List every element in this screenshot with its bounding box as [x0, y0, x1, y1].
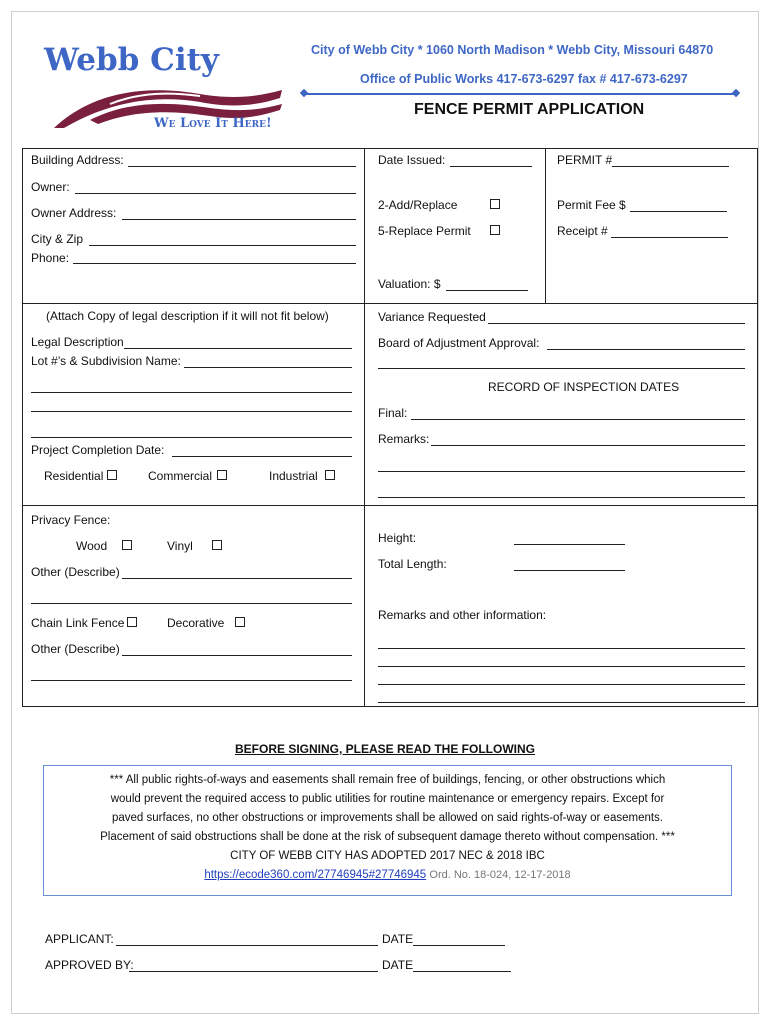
building-address-label: Building Address: [31, 153, 124, 167]
owner-address-label: Owner Address: [31, 206, 117, 220]
total-length-label: Total Length: [378, 557, 447, 571]
other-describe-2-label: Other (Describe) [31, 642, 120, 656]
attach-note: (Attach Copy of legal description if it will not fit below) [46, 309, 329, 323]
replace-permit-checkbox[interactable] [490, 225, 500, 235]
receipt-field[interactable] [611, 237, 728, 238]
logo-tagline: We Love It Here! [154, 116, 272, 131]
form-center-divider [364, 148, 365, 706]
owner-label: Owner: [31, 180, 70, 194]
other-describe-line-2[interactable] [31, 603, 352, 604]
height-label: Height: [378, 531, 417, 545]
form-left-border [22, 148, 23, 706]
lot-subdivision-label: Lot #’s & Subdivision Name: [31, 354, 181, 368]
lot-subdivision-field[interactable] [184, 367, 352, 368]
permit-fee-label: Permit Fee $ [557, 198, 626, 212]
form-right-border [757, 148, 758, 706]
add-replace-label: 2-Add/Replace [378, 198, 458, 212]
approved-date-label: DATE [382, 958, 414, 972]
project-completion-label: Project Completion Date: [31, 443, 165, 457]
variance-field[interactable] [488, 323, 745, 324]
applicant-date-label: DATE [382, 932, 414, 946]
ordinance-text: Ord. No. 18-024, 12-17-2018 [429, 869, 571, 881]
city-zip-label: City & Zip [31, 232, 84, 246]
industrial-label: Industrial [269, 469, 318, 483]
chain-link-checkbox[interactable] [127, 617, 137, 627]
phone-label: Phone: [31, 251, 70, 265]
form-bottom-border [22, 706, 758, 707]
commercial-label: Commercial [148, 469, 213, 483]
form-row1-border [22, 303, 758, 304]
valuation-label: Valuation: $ [378, 277, 441, 291]
board-approval-label: Board of Adjustment Approval: [378, 336, 540, 350]
notice-box [43, 765, 732, 896]
other-describe-field[interactable] [122, 578, 352, 579]
permit-number-field[interactable] [612, 166, 729, 167]
other-describe-2-field[interactable] [122, 655, 352, 656]
add-replace-checkbox[interactable] [490, 199, 500, 209]
building-address-field[interactable] [128, 166, 356, 167]
phone-field[interactable] [73, 263, 356, 264]
decorative-checkbox[interactable] [235, 617, 245, 627]
logo-title: Webb City [44, 42, 219, 78]
commercial-checkbox[interactable] [217, 470, 227, 480]
chain-link-label: Chain Link Fence [31, 616, 125, 630]
ecode-link[interactable]: https://ecode360.com/27746945#27746945 [204, 869, 427, 881]
notice-link-row [44, 866, 731, 885]
form-top-border [22, 148, 758, 149]
legal-description-label: Legal Description [31, 335, 124, 349]
approved-by-signature-field[interactable] [129, 971, 378, 972]
residential-checkbox[interactable] [107, 470, 117, 480]
notice-line-5: CITY OF WEBB CITY HAS ADOPTED 2017 NEC & 2018 IBC [230, 850, 545, 862]
permit-number-label: PERMIT # [557, 153, 613, 167]
decorative-label: Decorative [167, 616, 225, 630]
form-row2-border [22, 505, 758, 506]
other-describe-2-line-2[interactable] [31, 680, 352, 681]
owner-address-field[interactable] [122, 219, 356, 220]
applicant-signature-field[interactable] [116, 945, 378, 946]
final-label: Final: [378, 406, 408, 420]
remarks-other-label: Remarks and other information: [378, 608, 547, 622]
replace-permit-label: 5-Replace Permit [378, 224, 471, 238]
date-issued-field[interactable] [450, 166, 532, 167]
record-heading: RECORD OF INSPECTION DATES [488, 380, 680, 394]
date-issued-label: Date Issued: [378, 153, 446, 167]
approved-date-field[interactable] [413, 971, 511, 972]
page-title: FENCE PERMIT APPLICATION [414, 101, 645, 118]
remarks-other-line-2[interactable] [378, 666, 745, 667]
remarks-line-2[interactable] [378, 471, 745, 472]
notice-line-4: Placement of said obstructions shall be done at the risk of subsequent damage thereto without compensation. *** [100, 831, 675, 843]
height-field[interactable] [514, 544, 625, 545]
board-approval-field[interactable] [547, 349, 745, 350]
project-completion-field[interactable] [172, 456, 352, 457]
remarks-other-line-3[interactable] [378, 684, 745, 685]
board-approval-line-2[interactable] [378, 368, 745, 369]
applicant-date-field[interactable] [413, 945, 505, 946]
legal-line-1[interactable] [31, 392, 352, 393]
industrial-checkbox[interactable] [325, 470, 335, 480]
owner-field[interactable] [75, 193, 356, 194]
vinyl-label: Vinyl [167, 539, 193, 553]
total-length-field[interactable] [514, 570, 625, 571]
valuation-field[interactable] [446, 290, 528, 291]
header-divider [305, 93, 738, 95]
city-zip-field[interactable] [89, 245, 356, 246]
wood-label: Wood [76, 539, 108, 553]
receipt-label: Receipt # [557, 224, 608, 238]
variance-label: Variance Requested [378, 310, 486, 324]
permit-fee-field[interactable] [630, 211, 727, 212]
remarks-other-line-1[interactable] [378, 648, 745, 649]
notice-line-1: *** All public rights-of-ways and easements shall remain free of buildings, fencing, or other obstructions which [109, 774, 666, 786]
notice-line-3: paved surfaces, no other obstructions or improvements shall be allowed on said rights-of-way or easements. [112, 812, 663, 824]
office-line: Office of Public Works 417-673-6297 fax # 417-673-6297 [360, 72, 688, 86]
legal-description-field[interactable] [124, 348, 352, 349]
applicant-label: APPLICANT: [45, 932, 114, 946]
notice-heading: BEFORE SIGNING, PLEASE READ THE FOLLOWING [234, 742, 535, 756]
residential-label: Residential [44, 469, 104, 483]
final-field[interactable] [411, 419, 745, 420]
remarks-field[interactable] [431, 445, 745, 446]
approved-by-label: APPROVED BY: [45, 958, 134, 972]
legal-line-2[interactable] [31, 411, 352, 412]
remarks-other-line-4[interactable] [378, 702, 745, 703]
notice-line-2: would prevent the required access to public utilities for routine maintenance or emergency repairs. Except for [110, 793, 665, 805]
wood-checkbox[interactable] [122, 540, 132, 550]
remarks-label: Remarks: [378, 432, 430, 446]
address-line: City of Webb City * 1060 North Madison * Webb City, Missouri 64870 [311, 43, 714, 57]
remarks-line-3[interactable] [378, 497, 745, 498]
form-permit-divider [545, 148, 546, 303]
other-describe-label: Other (Describe) [31, 565, 120, 579]
vinyl-checkbox[interactable] [212, 540, 222, 550]
privacy-fence-label: Privacy Fence: [31, 513, 111, 527]
legal-line-3[interactable] [31, 437, 352, 438]
